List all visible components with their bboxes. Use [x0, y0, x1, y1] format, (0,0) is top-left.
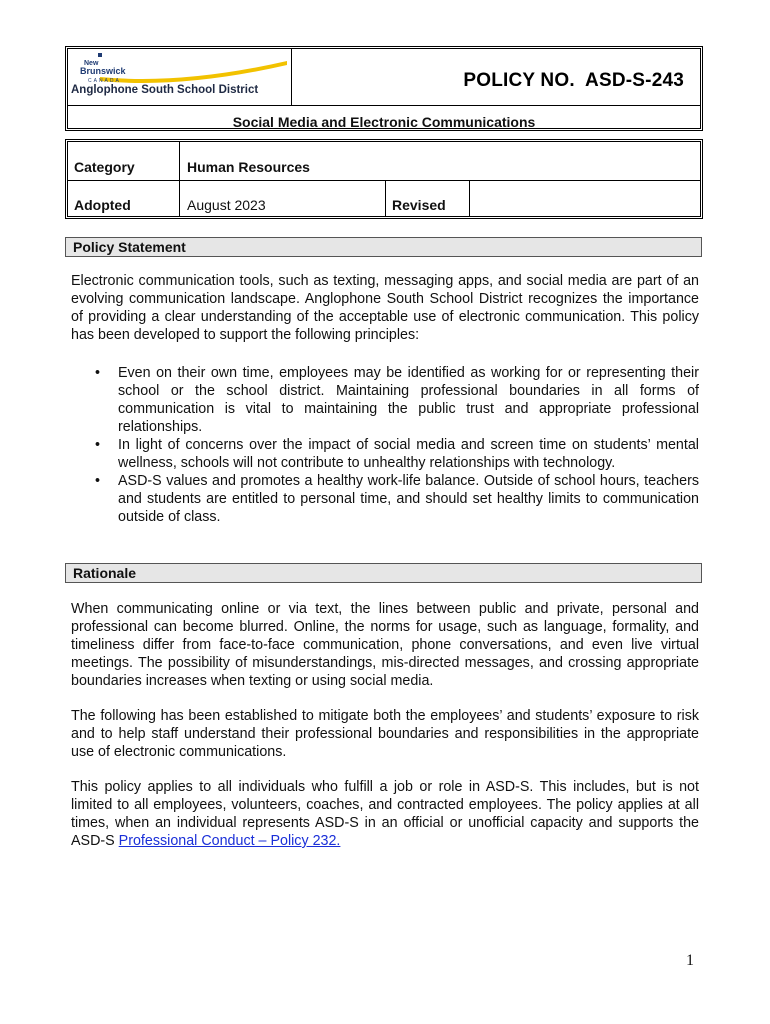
bullet-icon: • — [95, 365, 101, 381]
rationale-paragraph-1: When communicating online or via text, the lines between public and private, personal and professional can become blurred. Online, the norms for usage, such as language, formality, and timeliness differ from face-to-face communication, phone conversations, and even live virtual meetings. The possibility of misunderstandings, mis-directed messages, and crossing appropriate boundaries increases when texting or using social media. — [71, 601, 699, 689]
rationale-heading: Rationale — [65, 563, 702, 583]
category-value: Human Resources — [187, 159, 310, 175]
list-item: • ASD-S values and promotes a healthy work-life balance. Outside of school hours, teachers and students are entitled to personal time, and should set healthy limits to communication outside of class. — [95, 473, 699, 525]
new-brunswick-logo — [72, 51, 290, 85]
policy-header-table — [65, 46, 703, 131]
list-item: • Even on their own time, employees may be identified as working for or representing their school or the school district. Maintaining professional boundaries in all forms of communication is vital to maintaining the public trust and appropriate professional relationships. — [95, 365, 699, 435]
svg-text:New: New — [84, 60, 99, 67]
rationale-paragraph-3: This policy applies to all individuals who fulfill a job or role in ASD-S. This includes, but is not limited to all employees, volunteers, coaches, and contracted employees. The policy applies at all times, when an individual represents ASD-S in an official or unofficial capacity and supports the ASD-S Professional Conduct – Policy 232. — [71, 779, 699, 849]
list-item: • In light of concerns over the impact of social media and screen time on students’ mental wellness, schools will not contribute to unhealthy relationships with technology. — [95, 437, 699, 471]
policy-statement-heading: Policy Statement — [65, 237, 702, 257]
adopted-label: Adopted — [74, 197, 131, 213]
rationale-paragraph-2: The following has been established to mitigate both the employees’ and students’ exposure to risk and to help staff understand their professional boundaries and responsibilities in the appropriate use of electronic communications. — [71, 708, 699, 760]
title-cell — [68, 105, 700, 128]
policy-meta-table — [65, 139, 703, 219]
bullet-icon: • — [95, 437, 101, 453]
svg-text:Brunswick: Brunswick — [80, 66, 126, 76]
principles-list — [71, 364, 699, 526]
adopted-row — [68, 180, 700, 216]
revised-label: Revised — [392, 197, 446, 213]
district-name: Anglophone South School District — [71, 84, 259, 96]
category-label: Category — [74, 159, 135, 175]
policy-statement-intro: Electronic communication tools, such as texting, messaging apps, and social media are part of an evolving communication landscape. Anglophone South School District recognizes the importance of providing a clear understanding of the acceptable use of electronic communication. This policy has been developed to support the following principles: — [71, 273, 699, 343]
header-right-cell — [291, 49, 700, 105]
professional-conduct-policy-link[interactable]: Professional Conduct – Policy 232. — [118, 833, 341, 849]
header-left-cell — [68, 49, 292, 105]
policy-number: POLICY NO. ASD-S-243 — [463, 70, 684, 91]
adopted-value: August 2023 — [187, 197, 266, 213]
bullet-icon: • — [95, 473, 101, 489]
svg-text:CANADA: CANADA — [88, 78, 121, 84]
page-number: 1 — [686, 952, 694, 969]
category-row — [68, 142, 700, 181]
policy-title: Social Media and Electronic Communications — [232, 114, 536, 130]
